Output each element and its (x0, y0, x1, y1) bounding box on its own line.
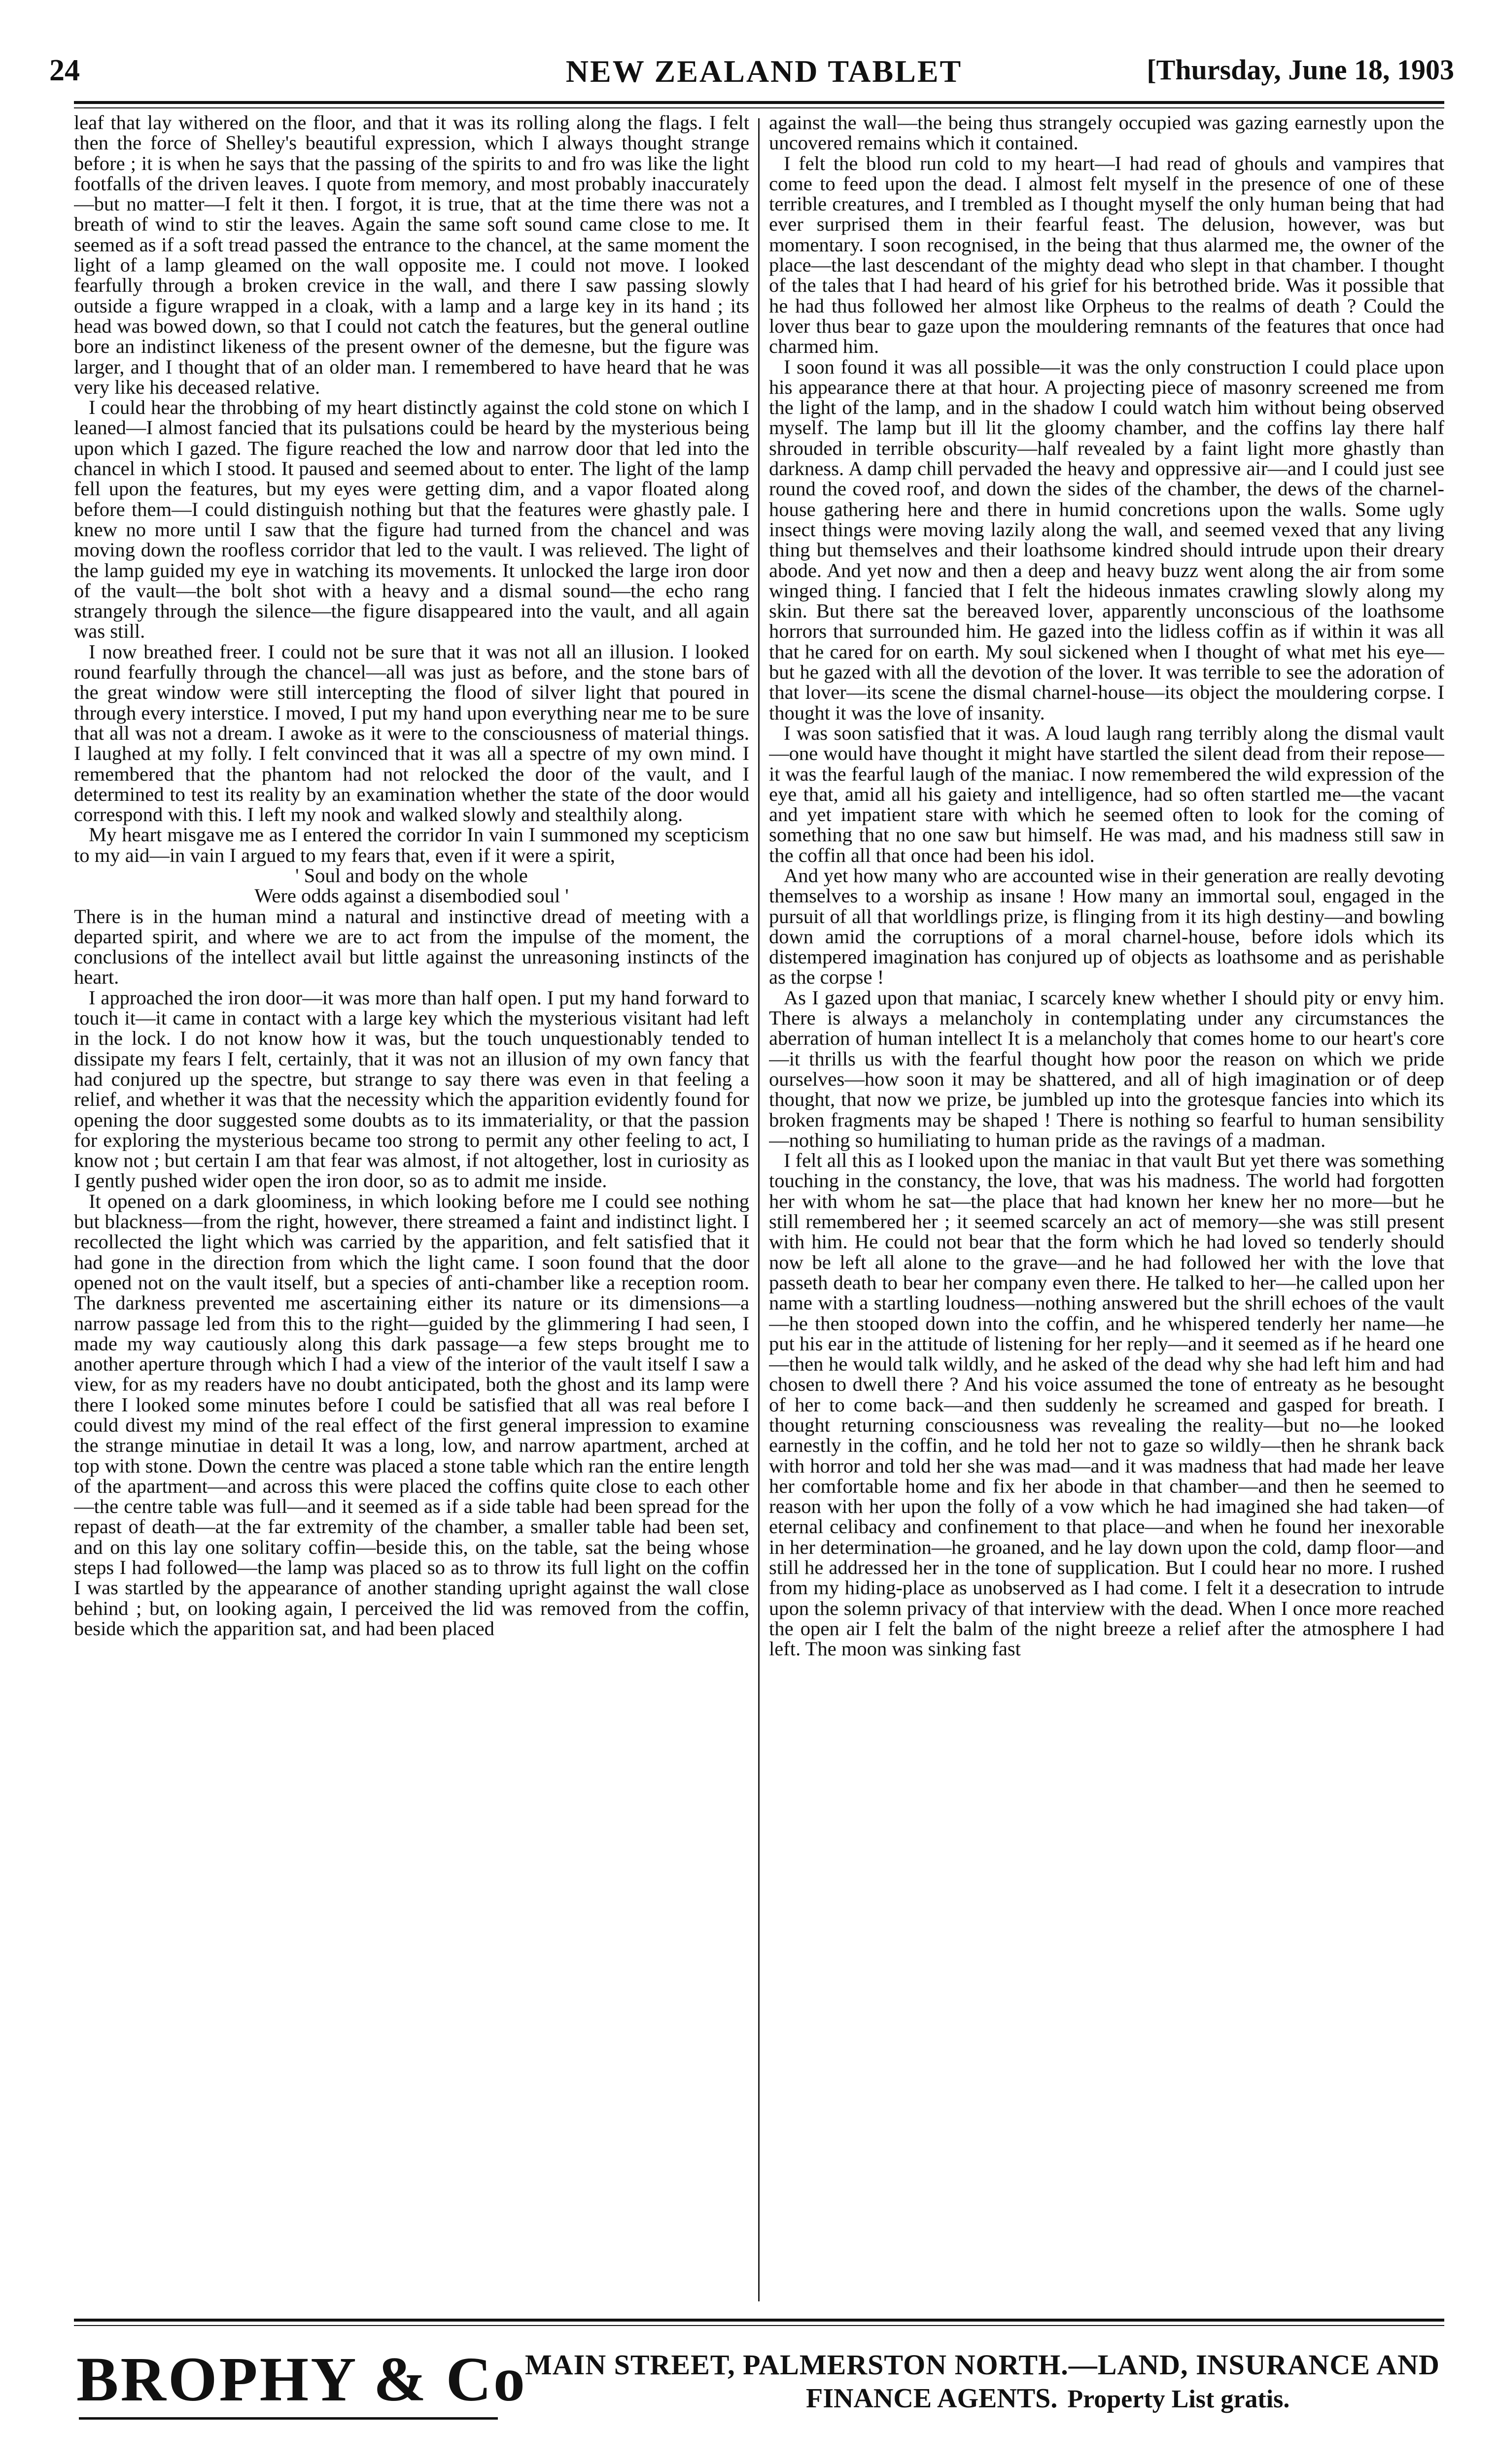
verse-line: Were odds against a disembodied soul ' (254, 885, 569, 907)
paragraph: There is in the human mind a natural and instinctive dread of meeting with a departed spirit, and where we are to act from the impulse of the moment, the conclusions of the intellect avail but little against the unreasoning instincts of the heart. (74, 905, 749, 989)
right-column (769, 112, 1444, 2300)
issue-date: [Thursday, June 18, 1903 (1147, 54, 1454, 86)
paragraph: against the wall—the being thus strangely occupied was gazing earnestly upon the uncovered remains which it contained. (769, 112, 1444, 154)
ad-brand: BROPHY & Co (76, 2344, 527, 2414)
paragraph: It opened on a dark gloominess, in which looking before me I could see nothing but blackness—from the right, however, there streamed a faint and indistinct light. I recollected the light which was carried by the apparition, and felt satisfied that it had gone in the direction from which the light came. I soon found that the door opened not on the vault itself, but a species of anti-chamber like a reception room. The darkness prevented me ascertaining either its nature or its dimensions—a narrow passage led from this to the right—guided by the glimmering I had seen, I made my way cautiously along this dark passage—a few steps brought me to another aperture through which I had a view of the interior of the vault itself I saw a view, for as my readers have no doubt anticipated, both the ghost and its lamp were there I looked some minutes before I could be satisfied that all was real before I could divest my mind of the real effect of the first general impression to examine the strange minutiae in detail It was a long, low, and narrow apartment, arched at top with stone. Down the centre was placed a stone table which ran the entire length of the apartment—and across this were placed the coffins quite close to each other—the centre table was full—and it seemed as if a side table had been spread for the repast of death—at the far extremity of the chamber, a smaller table had been set, and on this lay one solitary coffin—beside this, on the table, sat the being whose steps I had followed—the lamp was placed so as to throw its full light on the coffin I was startled by the appearance of another standing upright against the wall close behind ; but, on looking again, I perceived the lid was removed from the coffin, beside which the apparition sat, and had been placed (74, 1190, 749, 1640)
paragraph: I felt the blood run cold to my heart—I had read of ghouls and vampires that come to feed upon the dead. I almost felt myself in the presence of one of these terrible creatures, and I trembled as I thought myself the only human being that had ever surprised them in their fearful feast. The delusion, however, was but momentary. I soon recognised, in the being that thus alarmed me, the owner of the place—the last descendant of the mighty dead who slept in that chamber. I thought of the tales that I had heard of his grief for his betrothed bride. Was it possible that he had thus followed her almost like Orpheus to the realms of death ? Could the lover thus bear to gaze upon the mouldering remnants of the features that once had charmed him. (769, 152, 1444, 358)
masthead-title: NEW ZEALAND TABLET (565, 54, 963, 89)
header-rule-thin (74, 107, 1444, 108)
ad-property-list: Property List gratis. (1067, 2385, 1290, 2413)
verse-line: ' Soul and body on the whole (295, 864, 528, 887)
paragraph: I now breathed freer. I could not be sure that it was not all an illusion. I looked round fearfully through the chancel—all was just as before, and the stone bars of the great window were still intercepting the flood of silver light that poured in through every interstice. I moved, I put my hand upon everything near me to be sure that all was not a dream. I awoke as it were to the consciousness of material things. I laughed at my folly. I felt convinced that it was all a spectre of my own mind. I remembered that the phantom had not relocked the door of the vault, and I determined to test its reality by an examination whether the state of the door would correspond with this. I left my nook and walked slowly and stealthily along. (74, 640, 749, 826)
column-divider (758, 118, 760, 2301)
ad-services (806, 2383, 1289, 2414)
paragraph: I could hear the throbbing of my heart distinctly against the cold stone on which I leaned—I almost fancied that its pulsations could be heard by the mysterious being upon which I gazed. The figure reached the low and narrow door that led into the chancel in which I stood. It paused and seemed about to enter. The light of the lamp fell upon the features, but my eyes were getting dim, and a vapor floated along before them—I could distinguish nothing but that the features were ghastly pale. I knew no more until I saw that the figure had turned from the chancel and was moving down the roofless corridor that led to the vault. I was relieved. The light of the lamp guided my eye in watching its movements. It unlocked the large iron door of the vault—the bolt shot with a heavy and a dismal sound—the echo rang strangely through the silence—the figure disappeared into the vault, and all again was still. (74, 396, 749, 643)
paragraph: I felt all this as I looked upon the maniac in that vault But yet there was something touching in the constancy, the love, that was his madness. The world had forgotten her with whom he sat—the place that had known her knew her no more—but he still remembered her ; it seemed scarcely an act of memory—she was still present with him. He could not bear that the form which he had loved so tenderly should now be left all alone to the grave—and he had followed her with the love that passeth death to bear her company even there. He talked to her—he called upon her name with a startling loudness—nothing answered but the shrill echoes of the vault—he then stooped down into the coffin, and he whispered tenderly her name—he put his ear in the attitude of listening for her reply—and it seemed as if he heard one—then he would talk wildly, and he asked of the dead why she had left him and had chosen to dwell there ? And his voice assumed the tone of entreaty as he besought of her to come back—and then suddenly he screamed and gasped for breath. I thought returning consciousness was revealing the reality—but no—he looked earnestly in the coffin, and he told her not to gaze so wildly—then he shrank back with horror and told her she was mad—and it was madness that had made her leave her comfortable home and fix her abode in that chamber—and then he seemed to reason with her upon the folly of a vow which he had imagined she had taken—of eternal celibacy and confinement to that place—and when he found her inexorable in her determination—he groaned, and he lay down upon the cold, damp floor—and still he addressed her in the tone of supplication. But I could hear no more. I rushed from my hiding-place as unobserved as I had come. I felt it a desecration to intrude upon the solemn privacy of that interview with the dead. When I once more reached the open air I felt the balm of the night breeze a relief after the atmosphere I had left. The moon was sinking fast (769, 1149, 1444, 1660)
header-rule (74, 101, 1444, 104)
ad-address: MAIN STREET, PALMERSTON NORTH.—LAND, INSURANCE AND (525, 2349, 1440, 2381)
left-column (74, 112, 749, 2300)
page-number: 24 (49, 54, 80, 87)
paragraph: I soon found it was all possible—it was the only construction I could place upon his appearance there at that hour. A projecting piece of masonry screened me from the light of the lamp, and in the shadow I could watch him without being observed myself. The lamp but ill lit the gloomy chamber, and the coffins lay there half shrouded in terrible obscurity—half revealed by a faint light more ghastly than darkness. A damp chill pervaded the heavy and oppressive air—and I could just see round the coved roof, and down the sides of the chamber, the dews of the charnel-house gathering here and there in humid concretions upon the walls. Some ugly insect things were moving lazily along the wall, and seemed vexed that any living thing but themselves and their loathsome kindred should intrude upon their dreary abode. And yet now and then a deep and heavy buzz went along the air from some winged thing. I fancied that I felt the hideous inmates crawling slowly along my skin. But there sat the bereaved lover, apparently unconscious of the loathsome horrors that surrounded him. He gazed into the lidless coffin as if within it was all that he cared for on earth. My soul sickened when I thought of what met his eye—but he gazed with all the devotion of the lover. It was terrible to see the adoration of that lover—its scene the dismal charnel-house—its object the mouldering corpse. I thought it was the love of insanity. (769, 355, 1444, 724)
page-header (49, 53, 1454, 98)
paragraph: I was soon satisfied that it was. A loud laugh rang terribly along the dismal vault—one would have thought it might have startled the silent dead from their repose—it was the fearful laugh of the maniac. I now remembered the wild expression of the eye that, amid all his gaiety and intelligence, had so often startled me—the vacant and yet impatient stare with which he seemed often to look for the coming of something that no one saw but himself. He was mad, and his madness still saw in the coffin all that once had been his idol. (769, 721, 1444, 866)
paragraph: I approached the iron door—it was more than half open. I put my hand forward to touch it—it came in contact with a large key which the mysterious visitant had left in the lock. I do not know how it was, but the touch unquestionably tended to dissipate my fears I felt, certainly, that it was not an illusion of my own fancy that had conjured up the spectre, but strange to say there was even in that feeling a relief, and whether it was that the necessity which the apparition evidently found for opening the door suggested some doubts as to its immateriality, or that the passion for exploring the mysterious became too strong to permit any other feeling to act, I know not ; but certain I am that fear was almost, if not altogether, lost in curiosity as I gently pushed wider open the iron door, so as to admit me inside. (74, 986, 749, 1192)
paragraph: My heart misgave me as I entered the corridor In vain I summoned my scepticism to my aid—in vain I argued to my fears that, even if it were a spirit, (74, 823, 749, 866)
ad-brand-underline (79, 2417, 498, 2420)
ad-services-text: FINANCE AGENTS. (806, 2383, 1058, 2414)
paragraph: And yet how many who are accounted wise in their generation are really devoting themselves to a worship as insane ! How many an immortal soul, engaged in the pursuit of all that worldlings prize, is flinging from it its high destiny—and bowling down amid the corruptions of a moral charnel-house, before idols which its distempered imagination has conjured up of objects as loathsome and as perishable as the corpse ! (769, 864, 1444, 989)
paragraph: leaf that lay withered on the floor, and that it was its rolling along the flags. I felt then the force of Shelley's beautiful expression, which I always thought strange before ; it is when he says that the passing of the spirits to and fro was like the light footfalls of the driven leaves. I quote from memory, and most probably inaccurately—but no matter—I felt it then. I forgot, it is true, that at the time there was not a breath of wind to stir the leaves. Again the same soft sound came close to me. It seemed as if a soft tread passed the entrance to the chancel, at the same moment the light of a lamp gleamed on the wall opposite me. I could not move. I looked fearfully through a broken crevice in the wall, and there I saw passing slowly outside a figure wrapped in a cloak, with a lamp and a large key in its hand ; its head was bowed down, so that I could not catch the features, but the general outline bore an indistinct likeness of the present owner of the demesne, but the figure was larger, and I thought that of an older man. I remembered to have heard that he was very like his deceased relative. (74, 112, 749, 398)
footer-rule-thin (74, 2325, 1444, 2326)
footer-rule (74, 2319, 1444, 2322)
paragraph: As I gazed upon that maniac, I scarcely knew whether I should pity or envy him. There is always a melancholy in contemplating under any circumstances the aberration of human intellect It is a melancholy that comes home to our heart's core—it thrills us with the fearful thought how poor the reason on which we pride ourselves—how soon it may be shattered, and all of high imagination or of deep thought, that now we prize, be jumbled up into the grotesque fancies into which its broken fragments may be shaped ! There is nothing so fearful to human sensibility—nothing so humiliating to human pride as the ravings of a madman. (769, 986, 1444, 1151)
advertisement (76, 2338, 1447, 2437)
